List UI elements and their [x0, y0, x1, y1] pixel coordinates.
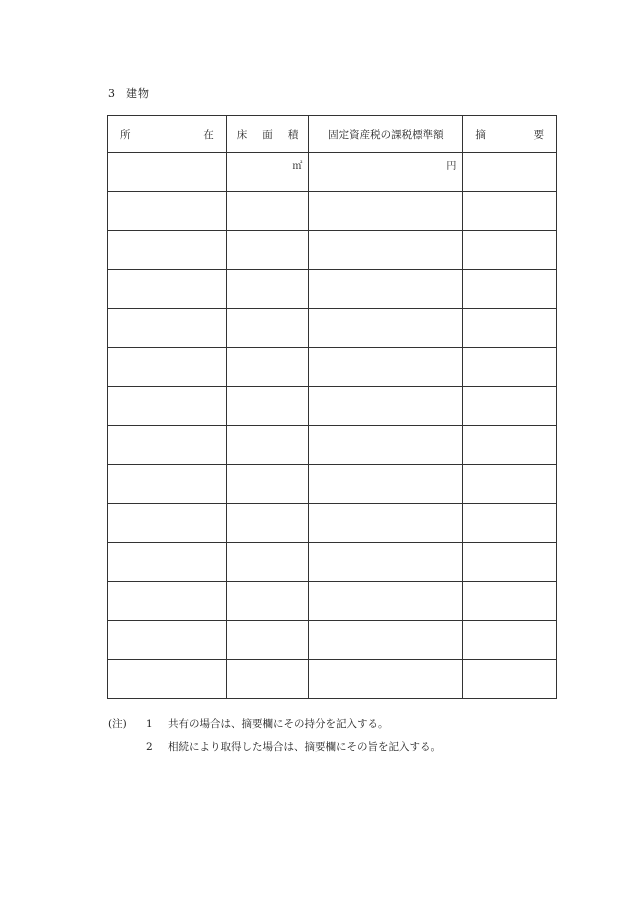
floor-area-cell[interactable] [226, 582, 309, 621]
remarks-cell[interactable] [463, 660, 557, 699]
floor-area-cell[interactable] [226, 543, 309, 582]
floor-area-cell[interactable] [226, 387, 309, 426]
remarks-cell[interactable] [463, 543, 557, 582]
location-cell[interactable] [108, 465, 227, 504]
note-text: 共有の場合は、摘要欄にその持分を記入する。 [168, 718, 389, 730]
table-row [108, 465, 557, 504]
note-text: 相続により取得した場合は、摘要欄にその旨を記入する。 [168, 741, 441, 753]
floor-area-cell[interactable] [226, 231, 309, 270]
note-index: 1 [146, 718, 153, 730]
note-index: 2 [146, 741, 153, 753]
tax-value-cell[interactable] [309, 387, 463, 426]
remarks-cell[interactable] [463, 309, 557, 348]
tax-value-cell[interactable] [309, 348, 463, 387]
remarks-cell[interactable] [463, 504, 557, 543]
building-table [107, 115, 557, 699]
section-title: 建物 [126, 87, 150, 100]
table-row [108, 192, 557, 231]
location-cell[interactable] [108, 660, 227, 699]
location-cell[interactable] [108, 309, 227, 348]
table-row [108, 153, 557, 192]
floor-area-cell[interactable] [226, 270, 309, 309]
location-cell[interactable] [108, 270, 227, 309]
table-row [108, 543, 557, 582]
notes [108, 713, 441, 759]
remarks-cell[interactable] [463, 426, 557, 465]
table-row [108, 621, 557, 660]
table-row [108, 309, 557, 348]
remarks-cell[interactable] [463, 465, 557, 504]
floor-area-cell[interactable] [226, 621, 309, 660]
tax-value-cell[interactable] [309, 582, 463, 621]
tax-value-cell[interactable] [309, 465, 463, 504]
header-floor-area: 床 面 積 [226, 116, 309, 153]
remarks-cell[interactable] [463, 348, 557, 387]
tax-value-cell[interactable] [309, 192, 463, 231]
location-cell[interactable] [108, 192, 227, 231]
location-cell[interactable] [108, 582, 227, 621]
tax-value-cell[interactable] [309, 660, 463, 699]
remarks-cell[interactable] [463, 621, 557, 660]
notes-lead: (注) [108, 718, 127, 730]
floor-area-cell[interactable] [226, 192, 309, 231]
table-row [108, 426, 557, 465]
remarks-cell[interactable] [463, 582, 557, 621]
floor-area-cell[interactable] [226, 465, 309, 504]
tax-value-cell[interactable] [309, 270, 463, 309]
tax-value-cell[interactable] [309, 309, 463, 348]
table-row [108, 231, 557, 270]
tax-value-cell[interactable] [309, 231, 463, 270]
remarks-cell[interactable] [463, 231, 557, 270]
tax-value-cell[interactable] [309, 153, 463, 192]
table-row [108, 660, 557, 699]
floor-area-unit: ㎡ [292, 161, 303, 172]
table-row [108, 387, 557, 426]
tax-value-unit: 円 [446, 161, 457, 172]
note-item [108, 713, 441, 736]
floor-area-cell[interactable] [226, 660, 309, 699]
floor-area-cell[interactable] [226, 309, 309, 348]
floor-area-cell[interactable] [226, 153, 309, 192]
tax-value-cell[interactable] [309, 543, 463, 582]
table-row [108, 270, 557, 309]
remarks-cell[interactable] [463, 192, 557, 231]
tax-value-cell[interactable] [309, 426, 463, 465]
location-cell[interactable] [108, 504, 227, 543]
tax-value-cell[interactable] [309, 504, 463, 543]
location-cell[interactable] [108, 348, 227, 387]
header-remarks: 摘 要 [463, 116, 557, 153]
location-cell[interactable] [108, 153, 227, 192]
header-tax-value: 固定資産税の課税標準額 [309, 116, 463, 153]
note-item [108, 736, 441, 759]
remarks-cell[interactable] [463, 387, 557, 426]
remarks-cell[interactable] [463, 153, 557, 192]
location-cell[interactable] [108, 231, 227, 270]
location-cell[interactable] [108, 426, 227, 465]
remarks-cell[interactable] [463, 270, 557, 309]
location-cell[interactable] [108, 387, 227, 426]
table-row [108, 504, 557, 543]
section-number: 3 [108, 87, 116, 100]
header-row [108, 116, 557, 153]
section-heading [108, 85, 150, 101]
table-row [108, 582, 557, 621]
floor-area-cell[interactable] [226, 348, 309, 387]
header-location: 所 在 [108, 116, 227, 153]
tax-value-cell[interactable] [309, 621, 463, 660]
location-cell[interactable] [108, 543, 227, 582]
table-row [108, 348, 557, 387]
location-cell[interactable] [108, 621, 227, 660]
floor-area-cell[interactable] [226, 504, 309, 543]
floor-area-cell[interactable] [226, 426, 309, 465]
